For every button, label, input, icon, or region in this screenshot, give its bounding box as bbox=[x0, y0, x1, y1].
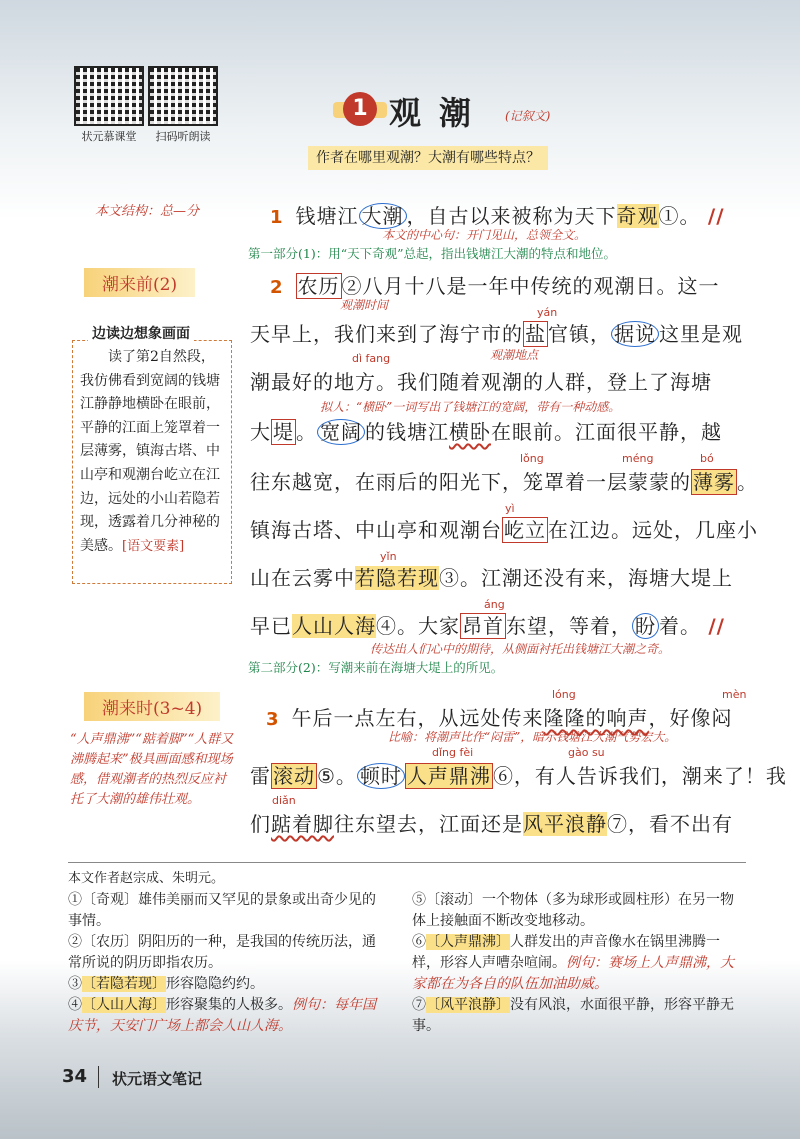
lesson-title: 观潮 bbox=[389, 94, 490, 132]
qr-code-mooc[interactable] bbox=[76, 68, 142, 124]
footnotes-right bbox=[412, 890, 742, 1037]
qr-code-listen[interactable] bbox=[150, 68, 216, 124]
central-sentence-note: 本文的中心句：开门见山，总领全文。 bbox=[382, 228, 587, 242]
footnote-5: ⑤〔滚动〕一个物体（多为球形或圆柱形）在另一物体上接触面不断改变地移动。 bbox=[412, 892, 734, 929]
pinyin-gaosu: gào su bbox=[568, 746, 605, 759]
book-name: 状元语文笔记 bbox=[112, 1070, 203, 1088]
footnote-6: ⑥〔人声鼎沸〕人群发出的声音像水在锅里沸腾一样，形容人声嘈杂喧闹。例句：赛场上人声鼎沸，大家都在为各自的队伍加油助威。 bbox=[412, 934, 734, 992]
paragraph-2-line-2: 天早上，我们来到了海宁市的 盐 官镇， 据说 这里是观 bbox=[250, 322, 743, 346]
pinyin-men: mèn bbox=[722, 688, 747, 701]
page-number: 34 bbox=[62, 1066, 88, 1087]
lesson-number-badge: 1 bbox=[343, 92, 377, 126]
guiding-question: 作者在哪里观潮？大潮有哪些特点？ bbox=[308, 146, 548, 170]
paragraph-2-line-8: 早已人山人海④。大家 昂首 东望，等着， 盼 着。 // bbox=[250, 614, 725, 638]
part-2-summary: 第二部分(2)：写潮来前在海塘大堤上的所见。 bbox=[248, 660, 504, 675]
pinyin-bo: bó bbox=[700, 452, 714, 465]
during-note: “人声鼎沸”“踮着脚”“人群又沸腾起来”极具画面感和现场感，借观潮者的热烈反应衬托了大潮的雄伟壮观。 bbox=[70, 732, 234, 807]
footnote-3: ③〔若隐若现〕形容隐隐约约。 bbox=[68, 976, 264, 992]
pinyin-meng: méng bbox=[622, 452, 654, 465]
pinyin-yi: yì bbox=[505, 502, 515, 515]
note-time: 观潮时间 bbox=[340, 298, 389, 312]
pinyin-ang: áng bbox=[484, 598, 505, 611]
page-divider bbox=[98, 1066, 99, 1088]
footnote-7: ⑦〔风平浪静〕没有风浪，水面很平静，形容平静无事。 bbox=[412, 997, 734, 1034]
pinyin-dian: diǎn bbox=[272, 794, 296, 807]
lesson-genre: (记叙文) bbox=[505, 109, 551, 123]
note-personification: 拟人：“横卧”一词写出了钱塘江的宽阔，带有一种动感。 bbox=[320, 400, 621, 414]
paragraph-3-line-2: 雷 滚动 ⑤。 顿时 人声鼎沸 ⑥，有人告诉我们，潮来了！我 bbox=[250, 764, 787, 788]
pinyin-long: lǒng bbox=[520, 452, 544, 465]
note-place: 观潮地点 bbox=[490, 348, 539, 362]
section-tag-before: 潮来前(2) bbox=[84, 268, 195, 297]
footnote-4: ④〔人山人海〕形容聚集的人极多。例句：每年国庆节，天安门广场上都会人山人海。 bbox=[68, 997, 376, 1034]
paragraph-3-line-3: 们踮着脚往东望去，江面还是风平浪静⑦，看不出有 bbox=[250, 812, 733, 836]
lesson-title-block bbox=[325, 88, 505, 130]
paragraph-2-line-6: 镇海古塔、中山亭和观潮台 屹立 在江边。远处，几座小 bbox=[250, 518, 758, 542]
imagination-box-title: 边读边想象画面 bbox=[88, 323, 194, 343]
footnotes-left bbox=[68, 890, 388, 1037]
paragraph-2-line-7: 山在云雾中若隐若现③。江潮还没有来，海塘大堤上 bbox=[250, 566, 733, 590]
paragraph-2-line-5: 往东越宽，在雨后的阳光下，笼罩着一层蒙蒙的 薄雾 。 bbox=[250, 470, 758, 494]
note-anticipation: 传达出人们心中的期待，从侧面衬托出钱塘江大潮之奇。 bbox=[370, 642, 671, 656]
pinyin-difang: dì fang bbox=[352, 352, 391, 365]
pinyin-yin: yǐn bbox=[380, 550, 397, 563]
pinyin-yan: yán bbox=[537, 306, 558, 319]
footnote-2: ②〔农历〕阴阳历的一种，是我国的传统历法，通常所说的阴历即指农历。 bbox=[68, 934, 376, 971]
author-note: 本文作者赵宗成、朱明元。 bbox=[68, 862, 746, 886]
qr-label-listen: 扫码听朗读 bbox=[155, 130, 211, 143]
note-metaphor: 比喻：将潮声比作“闷雷”，暗示钱塘江大潮气势宏大。 bbox=[388, 730, 677, 744]
paragraph-1-line: 1 钱塘江 大潮 ，自古以来被称为天下奇观①。 // bbox=[270, 204, 725, 228]
pinyin-long2: lóng bbox=[552, 688, 576, 701]
paragraph-2-line-3: 潮最好的地方。我们随着观潮的人群，登上了海塘 bbox=[250, 370, 712, 394]
pinyin-dingfei: dǐng fèi bbox=[432, 746, 474, 759]
paragraph-3-line-1: 3 午后一点左右，从远处传来隆隆的响声，好像闷 bbox=[266, 706, 733, 730]
qr-label-mooc: 状元慕课堂 bbox=[81, 130, 137, 143]
part-1-summary: 第一部分(1)：用“天下奇观”总起，指出钱塘江大潮的特点和地位。 bbox=[248, 246, 616, 261]
section-tag-during: 潮来时(3~4) bbox=[84, 692, 220, 721]
structure-note: 本文结构：总—分 bbox=[95, 204, 200, 219]
imagination-box-text: 读了第2自然段，我仿佛看到宽阔的钱塘江静静地横卧在眼前，平静的江面上笼罩着一层薄雾，镇海古塔、中山亭和观潮台屹立在江边，远处的小山若隐若现，透露着几分神秘的美感。[语文要素] bbox=[80, 349, 220, 554]
footnote-1: ①〔奇观〕雄伟美丽而又罕见的景象或出奇少见的事情。 bbox=[68, 892, 376, 929]
paragraph-2-line-1: 2 农历 ②八月十八是一年中传统的观潮日。这一 bbox=[270, 274, 720, 298]
paragraph-2-line-4: 大 堤 。 宽阔 的钱塘江横卧在眼前。江面很平静，越 bbox=[250, 420, 722, 444]
